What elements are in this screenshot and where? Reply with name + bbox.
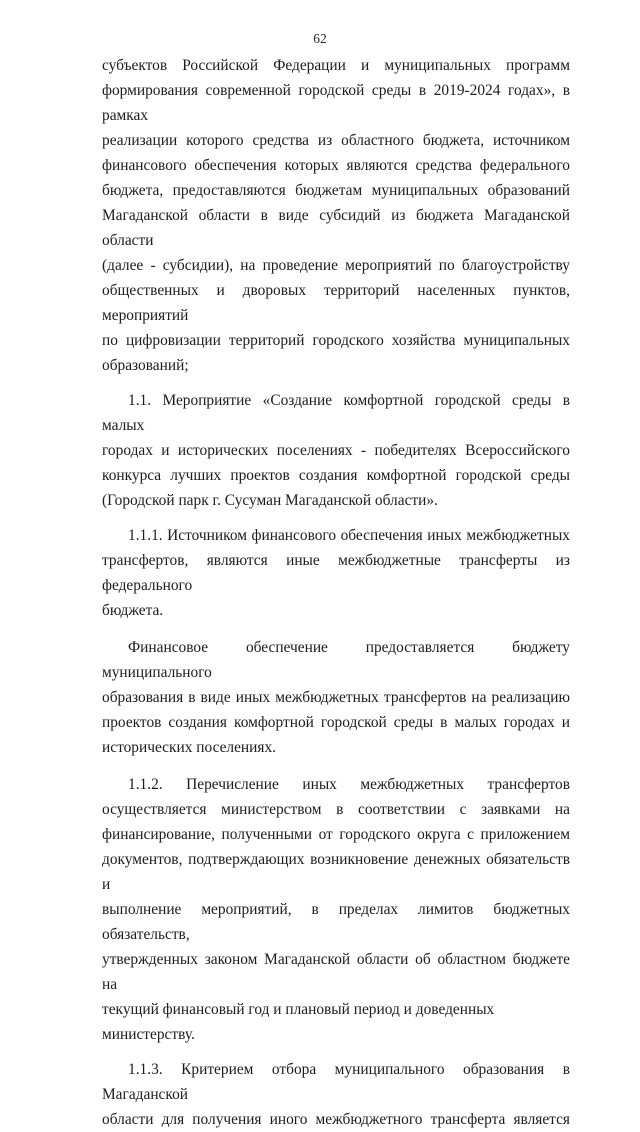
text-line: субъектов Российской Федерации и муниципальных программ — [102, 57, 570, 74]
text-line: Магаданской области в виде субсидий из бюджета Магаданской области — [102, 207, 570, 249]
paragraph-1-1 — [102, 388, 570, 513]
text-line: (Городской парк г. Сусуман Магаданской области». — [102, 492, 438, 509]
page-number: 62 — [313, 31, 327, 46]
text-line: выполнение мероприятий, в пределах лимитов бюджетных обязательств, — [102, 901, 570, 943]
text-line: 1.1.3. Критерием отбора муниципального образования в Магаданской — [102, 1061, 570, 1103]
text-line: финансирование, полученными от городского округа с приложением — [102, 826, 570, 843]
text-line: бюджета. — [102, 602, 164, 619]
text-line: городах и исторических поселениях - победителях Всероссийского — [102, 442, 570, 459]
paragraph-financing — [102, 635, 570, 760]
paragraph-1-1-3 — [102, 1057, 570, 1132]
paragraph-1-1-2 — [102, 772, 570, 1047]
text-line: 1.1.2. Перечисление иных межбюджетных трансфертов — [128, 776, 570, 793]
text-line: общественных и дворовых территорий населенных пунктов, мероприятий — [102, 282, 570, 324]
text-line: образования в виде иных межбюджетных трансфертов на реализацию — [102, 689, 570, 706]
text-line: осуществляется министерством в соответствии с заявками на — [102, 801, 570, 818]
text-line: 1.1.1. Источником финансового обеспечения иных межбюджетных — [128, 527, 570, 544]
paragraph-1-1-1 — [102, 523, 570, 623]
text-line: формирования современной городской среды в 2019-2024 годах», в рамках — [102, 82, 570, 124]
text-line: области для получения иного межбюджетного трансферта является — [102, 1111, 570, 1128]
text-line: финансового обеспечения которых являются средства федерального — [102, 157, 570, 174]
text-line: образований; — [102, 357, 189, 374]
text-line: по цифровизации территорий городского хозяйства муниципальных — [102, 332, 570, 349]
text-line: трансфертов, являются иные межбюджетные трансферты из федерального — [102, 552, 570, 594]
text-line: документов, подтверждающих возникновение денежных обязательств и — [102, 851, 570, 893]
text-line: (далее - субсидии), на проведение мероприятий по благоустройству — [102, 257, 570, 274]
text-line: проектов создания комфортной городской среды в малых городах и — [102, 714, 570, 731]
text-line: утвержденных законом Магаданской области об областном бюджете на — [102, 951, 570, 993]
text-line: текущий финансовый год и плановый период и доведенных министерству. — [102, 1001, 495, 1043]
text-line: конкурса лучших проектов создания комфортной городской среды — [102, 467, 570, 484]
text-line: бюджета, предоставляются бюджетам муниципальных образований — [102, 182, 570, 199]
text-line: реализации которого средства из областного бюджета, источником — [102, 132, 570, 149]
document-body — [102, 53, 570, 1132]
text-line: 1.1. Мероприятие «Создание комфортной городской среды в малых — [102, 392, 570, 434]
text-line: Финансовое обеспечение предоставляется бюджету муниципального — [102, 639, 570, 681]
text-line: исторических поселениях. — [102, 739, 277, 756]
paragraph-program-continuation — [102, 53, 570, 378]
